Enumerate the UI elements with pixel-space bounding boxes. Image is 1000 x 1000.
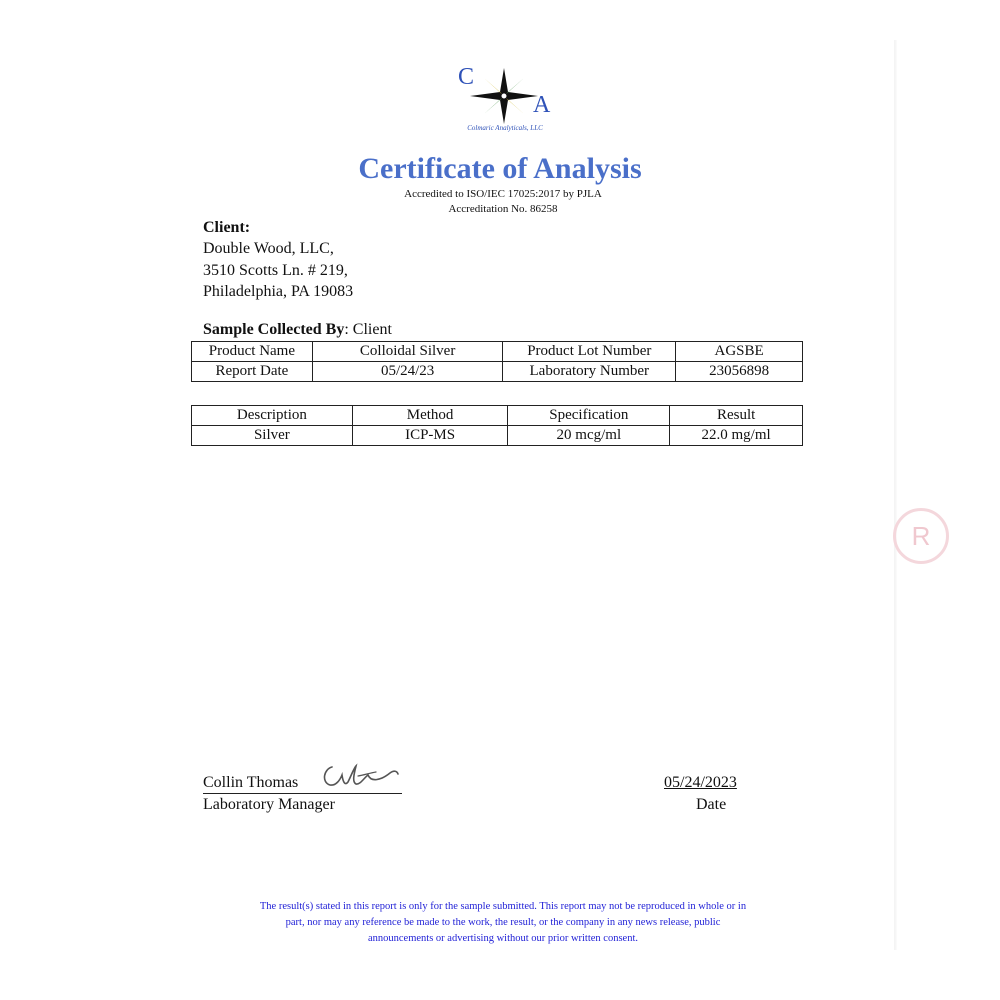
disclaimer-line-1: The result(s) stated in this report is only for the sample submitted. This report may not be reproduced in whole or in xyxy=(259,901,747,912)
sample-collected-value: : Client xyxy=(344,321,392,338)
table-cell: 05/24/23 xyxy=(312,362,503,382)
table-cell: Silver xyxy=(192,426,353,446)
signoff-date: 05/24/2023 xyxy=(664,774,737,791)
signature-line xyxy=(203,793,402,794)
results-table xyxy=(191,405,803,446)
table-row xyxy=(192,342,803,362)
disclaimer xyxy=(200,899,806,947)
sample-collected-by xyxy=(203,321,392,339)
table-cell: AGSBE xyxy=(676,342,803,362)
table-cell: 20 mcg/ml xyxy=(508,426,670,446)
table-row xyxy=(192,362,803,382)
disclaimer-line-3: announcements or advertising without our prior written consent. xyxy=(367,933,639,944)
signer-title: Laboratory Manager xyxy=(203,796,335,813)
date-label: Date xyxy=(696,796,727,813)
client-name: Double Wood, LLC, xyxy=(203,240,334,257)
accreditation-line-2: Accreditation No. 86258 xyxy=(448,203,558,215)
table-cell: Product Lot Number xyxy=(503,342,676,362)
client-label: Client: xyxy=(203,219,251,236)
table-cell: Report Date xyxy=(192,362,313,382)
table-cell: ICP-MS xyxy=(352,426,508,446)
accreditation-line-1: Accredited to ISO/IEC 17025:2017 by PJLA xyxy=(404,188,602,200)
table-header-cell: Description xyxy=(192,406,353,426)
table-cell: Product Name xyxy=(192,342,313,362)
registered-watermark: R xyxy=(893,508,949,564)
signer-name: Collin Thomas xyxy=(203,774,299,791)
disclaimer-line-2: part, nor may any reference be made to the work, the result, or the company in any news release, public xyxy=(285,917,721,928)
page-title: Certificate of Analysis xyxy=(358,152,642,185)
sample-collected-label: Sample Collected By xyxy=(203,321,345,338)
table-header-row xyxy=(192,406,803,426)
table-header-cell: Result xyxy=(670,406,803,426)
table-cell: 23056898 xyxy=(676,362,803,382)
logo-letter-c: C xyxy=(458,64,475,90)
handwritten-signature xyxy=(318,758,402,792)
table-header-cell: Specification xyxy=(508,406,670,426)
product-info-table xyxy=(191,341,803,382)
client-street: 3510 Scotts Ln. # 219, xyxy=(203,262,348,279)
table-cell: 22.0 mg/ml xyxy=(670,426,803,446)
compass-star-icon xyxy=(470,68,538,124)
table-row xyxy=(192,426,803,446)
client-city: Philadelphia, PA 19083 xyxy=(203,283,354,300)
table-header-cell: Method xyxy=(352,406,508,426)
logo-letter-a: A xyxy=(533,92,551,118)
logo-tagline: Colmaric Analyticals, LLC xyxy=(467,124,543,132)
table-cell: Colloidal Silver xyxy=(312,342,503,362)
table-cell: Laboratory Number xyxy=(503,362,676,382)
company-logo xyxy=(440,62,570,140)
